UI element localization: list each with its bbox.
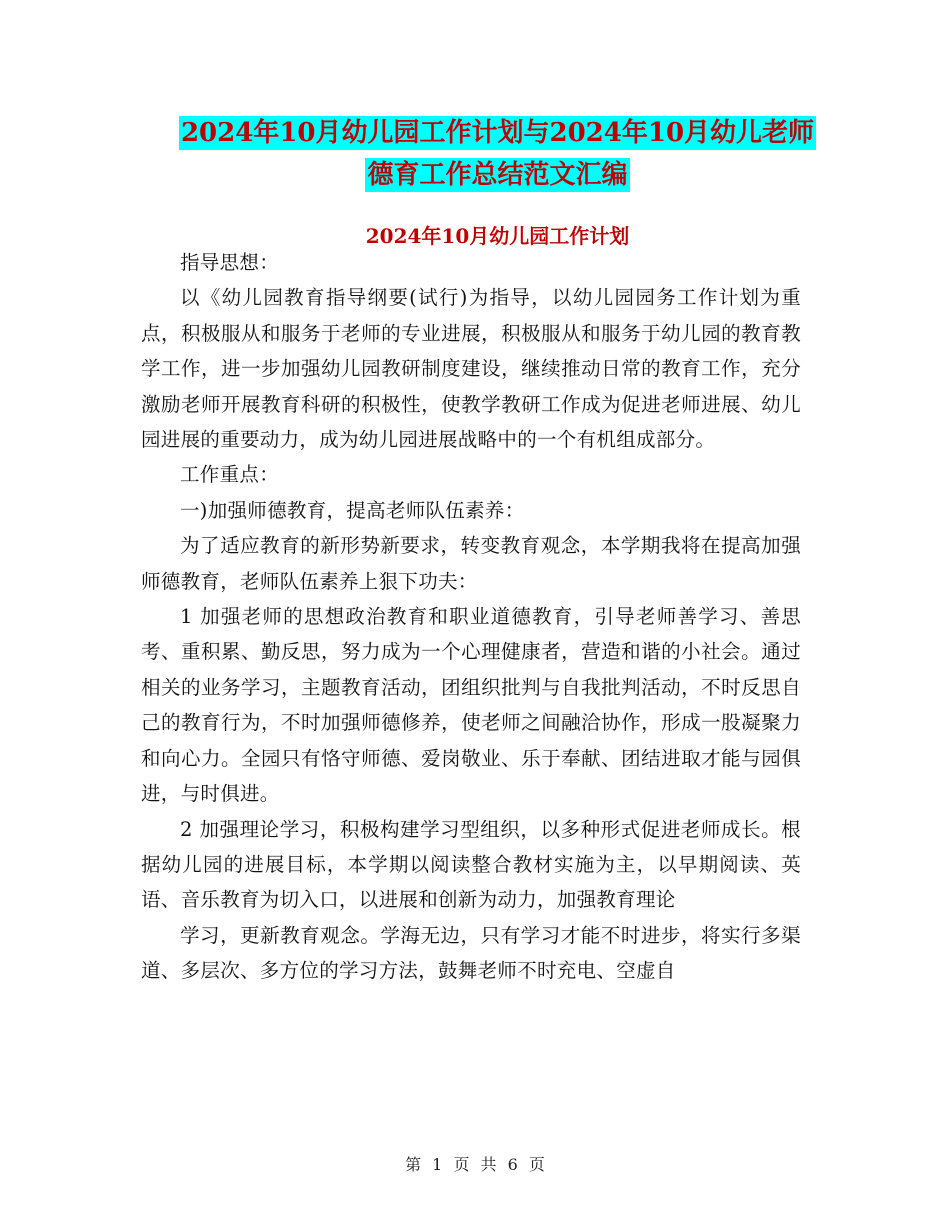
document-title — [140, 112, 855, 196]
paragraph: 一)加强师德教育，提高老师队伍素养： — [180, 498, 525, 522]
paragraph: 以《幼儿园教育指导纲要(试行)为指导，以幼儿园园务工作计划为重点，积极服从和服务于老师的专业进展，积极服从和服务于幼儿园的教育教学工作，进一步加强幼儿园教研制度建设，继续推动日常的教育工作，充分激励老师开展教育科研的积极性，使教学教研工作成为促进老师进展、幼儿园进展的重要动力，成为幼儿园进展战略中的一个有机组成部分。 — [141, 286, 801, 452]
paragraph: 学习，更新教育观念。学海无边，只有学习才能不时进步，将实行多渠道、多层次、多方位的学习方法，鼓舞老师不时充电、空虚自 — [141, 923, 801, 983]
title-line-1: 2024年10月幼儿园工作计划与2024年10月幼儿老师 — [180, 118, 815, 148]
paragraph: 2 加强理论学习，积极构建学习型组织，以多种形式促进老师成长。根据幼儿园的进展目标，本学期以阅读整合教材实施为主，以早期阅读、英语、音乐教育为切入口，以进展和创新为动力，加强教育理论 — [141, 817, 801, 912]
paragraph: 指导思想： — [180, 251, 280, 274]
title-line-2: 德育工作总结范文汇编 — [367, 160, 628, 190]
paragraph: 1 加强老师的思想政治教育和职业道德教育，引导老师善学习、善思考、重积累、勤反思，努力成为一个心理健康者，营造和谐的小社会。通过相关的业务学习，主题教育活动，团组织批判与自我批判活动，不时反思自己的教育行为，不时加强师德修养，使老师之间融洽协作，形成一股凝聚力和向心力。全园只有恪守师德、爱岗敬业、乐于奉献、团结进取才能与园俱进，与时俱进。 — [141, 605, 801, 806]
paragraph: 工作重点： — [180, 463, 280, 487]
paragraph: 为了适应教育的新形势新要求，转变教育观念，本学期我将在提高加强师德教育，老师队伍素养上狠下功夫： — [141, 534, 801, 593]
section-title: 2024年10月幼儿园工作计划 — [365, 224, 630, 248]
page-footer: 第 1 页 共 6 页 — [405, 1155, 545, 1174]
document-body — [141, 245, 801, 989]
